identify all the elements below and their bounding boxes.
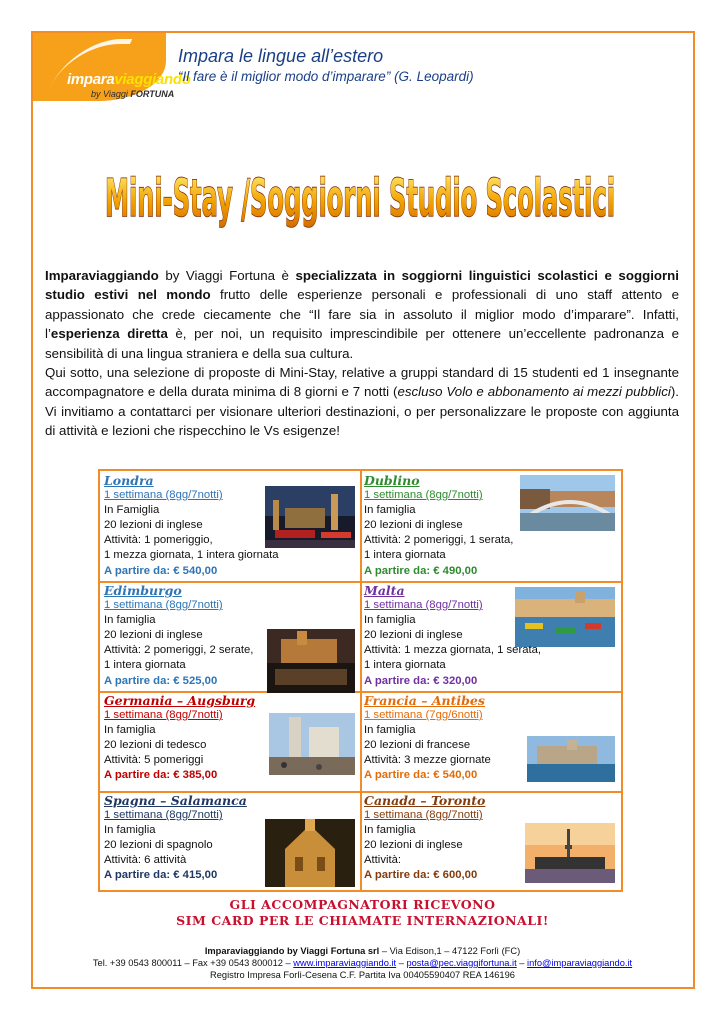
offer-duration: 1 settimana (8gg/7notti) bbox=[104, 489, 223, 502]
offer-price: A partire da: € 540,00 bbox=[104, 564, 218, 577]
offer-detail: In famiglia bbox=[364, 504, 416, 517]
offer-detail: Attività: bbox=[364, 854, 402, 867]
offer-detail: Attività: 2 pomeriggi, 2 serate, bbox=[104, 644, 254, 657]
offer-city: Spagna – Salamanca bbox=[104, 793, 247, 808]
offer-duration: 1 settimana (8gg/7notti) bbox=[364, 599, 483, 612]
offer-cell bbox=[104, 793, 362, 884]
banner-line-2: SIM CARD PER LE CHIAMATE INTERNAZIONALI! bbox=[176, 913, 549, 928]
footer-email-link[interactable]: info@imparaviaggiando.it bbox=[527, 958, 633, 968]
offer-duration: 1 settimana (8gg/7notti) bbox=[104, 809, 223, 822]
offer-detail: In famiglia bbox=[364, 824, 416, 837]
footer-pec-link[interactable]: posta@pec.viaggifortuna.it bbox=[406, 958, 517, 968]
offer-detail: Attività: 3 mezze giornate bbox=[364, 754, 491, 767]
offer-detail: 20 lezioni di inglese bbox=[364, 839, 463, 852]
offer-detail: 1 mezza giornata, 1 intera giornata bbox=[104, 549, 279, 562]
offer-price: A partire da: € 525,00 bbox=[104, 674, 218, 687]
logo-brand: imparaviaggiando bbox=[67, 71, 191, 88]
offer-cell bbox=[104, 473, 362, 579]
offer-detail: In famiglia bbox=[104, 614, 156, 627]
banner-line-1: GLI ACCOMPAGNATORI RICEVONO bbox=[229, 897, 496, 912]
offer-price: A partire da: € 490,00 bbox=[364, 564, 478, 577]
offer-detail: 20 lezioni di inglese bbox=[364, 629, 463, 642]
offer-detail: 20 lezioni di tedesco bbox=[104, 739, 207, 752]
offer-cell bbox=[364, 583, 622, 689]
footer-registry: Registro Impresa Forlì-Cesena C.F. Partita Iva 00405590407 REA 146196 bbox=[210, 970, 515, 980]
page-title-text: Mini-Stay /Soggiorni Studio Scolastici bbox=[105, 169, 615, 229]
offer-cell bbox=[364, 793, 622, 884]
header-tagline: Impara le lingue all’estero bbox=[178, 46, 384, 66]
offer-cell bbox=[364, 473, 622, 579]
offer-cell bbox=[104, 583, 362, 689]
imparaviaggiando-logo[interactable] bbox=[33, 33, 191, 101]
offers-paragraph: Qui sotto, una selezione di proposte di Mini-Stay, relative a gruppi standard di 15 studenti ed 1 insegnante accompagnatore e della durata minima di 8 giorni e 7 notti (escluso Volo e abbonamento ai mezzi pubblici). Vi invitiamo a contattarci per visionare ulteriori destinazioni, o per personalizzare le proposte con aggiunta di attività e lezioni che rispecchino le Vs esigenze! bbox=[45, 365, 679, 439]
offer-detail: Attività: 5 pomeriggi bbox=[104, 754, 204, 767]
footer-company: Imparaviaggiando by Viaggi Fortuna srl – Via Edison,1 – 47122 Forlì (FC) bbox=[204, 946, 521, 956]
header-quote: “Il fare è il miglior modo d’imparare” (G. Leopardi) bbox=[178, 69, 474, 84]
offer-city: Dublino bbox=[364, 473, 420, 488]
offer-detail: 20 lezioni di inglese bbox=[104, 629, 203, 642]
offer-cell bbox=[364, 693, 622, 784]
offer-cell bbox=[104, 693, 362, 784]
offer-city: Francia – Antibes bbox=[364, 693, 485, 708]
offer-detail: 1 intera giornata bbox=[364, 549, 446, 562]
offer-city: Canada – Toronto bbox=[364, 793, 486, 808]
offer-city: Edimburgo bbox=[104, 583, 182, 598]
footer-website-link[interactable]: www.imparaviaggiando.it bbox=[293, 958, 397, 968]
offer-detail: In Famiglia bbox=[104, 504, 160, 517]
offer-detail: In famiglia bbox=[364, 614, 416, 627]
offer-detail: Attività: 1 mezza giornata, 1 serata, bbox=[364, 644, 542, 657]
footer-contacts: Tel. +39 0543 800011 – Fax +39 0543 800012 – www.imparaviaggiando.it – posta@pec.viaggifortuna.it – info@imparaviaggiando.it bbox=[92, 958, 633, 968]
intro-paragraph: Imparaviaggiando by Viaggi Fortuna è specializzata in soggiorni linguistici scolastici e soggiorni studio estivi nel mondo frutto delle esperienze personali e professionali di uno staff attento e appassionato che crede ciecamente che “Il fare sia in assoluto il miglior modo d’imparare”. Infatti, l’esperienza diretta è, per noi, un requisito imprescindibile per ottenere un’eccellente padronanza e sensibilità di una lingua straniera e della sua cultura. bbox=[45, 268, 679, 361]
offer-detail: In famiglia bbox=[104, 724, 156, 737]
offer-price: A partire da: € 415,00 bbox=[104, 869, 218, 882]
offer-duration: 1 settimana (7gg/6notti) bbox=[364, 709, 483, 722]
offer-detail: 20 lezioni di inglese bbox=[364, 519, 463, 532]
offer-detail: 1 intera giornata bbox=[104, 659, 186, 672]
offer-city: Malta bbox=[364, 583, 405, 598]
offer-detail: Attività: 6 attività bbox=[104, 854, 187, 867]
offer-price: A partire da: € 540,00 bbox=[364, 769, 478, 782]
logo-subtitle: by Viaggi FORTUNA bbox=[91, 89, 175, 99]
offer-duration: 1 settimana (8gg/7notti) bbox=[364, 489, 483, 502]
offer-detail: Attività: 2 pomeriggi, 1 serata, bbox=[364, 534, 514, 547]
offer-duration: 1 settimana (8gg/7notti) bbox=[104, 599, 223, 612]
offer-price: A partire da: € 385,00 bbox=[104, 769, 218, 782]
offer-detail: In famiglia bbox=[104, 824, 156, 837]
offer-price: A partire da: € 600,00 bbox=[364, 869, 478, 882]
offer-detail: 1 intera giornata bbox=[364, 659, 446, 672]
offer-duration: 1 settimana (8gg/7notti) bbox=[104, 709, 223, 722]
offer-city: Londra bbox=[104, 473, 154, 488]
offer-detail: In famiglia bbox=[364, 724, 416, 737]
offer-duration: 1 settimana (8gg/7notti) bbox=[364, 809, 483, 822]
offer-detail: 20 lezioni di inglese bbox=[104, 519, 203, 532]
offer-detail: 20 lezioni di francese bbox=[364, 739, 471, 752]
offer-detail: 20 lezioni di spagnolo bbox=[104, 839, 213, 852]
offer-detail: Attività: 1 pomeriggio, bbox=[104, 534, 213, 547]
offers-table bbox=[98, 469, 623, 892]
page-title bbox=[100, 160, 620, 230]
offer-city: Germania – Augsburg bbox=[104, 693, 256, 708]
offer-price: A partire da: € 320,00 bbox=[364, 674, 478, 687]
